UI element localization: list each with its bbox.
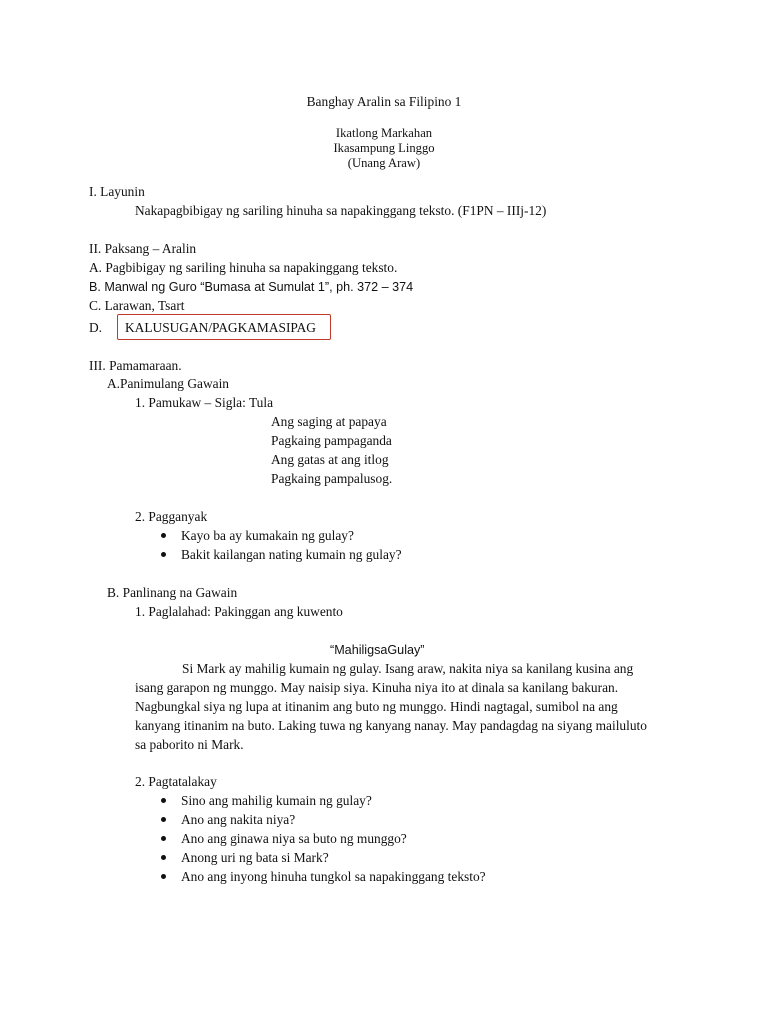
day-label: (Unang Araw) — [347, 156, 421, 170]
pamamaraan-heading: III. Pamamaraan. — [89, 358, 182, 373]
paksang-item-a: A. Pagbibigay ng sariling hinuha sa napakinggang teksto. — [89, 260, 398, 275]
paksang-item-d-label: D. — [89, 320, 103, 335]
layunin-text: Nakapagbibigay ng sariling hinuha sa napakinggang teksto. (F1PN – IIIj-12) — [135, 203, 547, 218]
list-item: Kayo ba ay kumakain ng gulay? — [181, 528, 354, 543]
poem-line: Ang gatas at ang itlog — [271, 452, 389, 467]
pagganyak-item: 2. Pagganyak — [135, 509, 208, 524]
bullet-icon — [161, 798, 166, 803]
paglalahad-item: 1. Paglalahad: Pakinggan ang kuwento — [135, 604, 343, 619]
panimulang-gawain-heading: A.Panimulang Gawain — [107, 376, 229, 391]
panlinang-gawain-heading: B. Panlinang na Gawain — [107, 585, 238, 600]
quarter-label: Ikatlong Markahan — [335, 126, 433, 140]
story-line: Nagbungkal siya ng lupa at itinanim ang buto ng munggo. Hindi nagtagal, sumibol na ang — [135, 699, 618, 714]
story-line: sa paborito ni Mark. — [135, 737, 244, 752]
poem-line: Pagkaing pampaganda — [271, 433, 392, 448]
poem-line: Ang saging at papaya — [271, 414, 387, 429]
bullet-icon — [161, 817, 166, 822]
document-title: Banghay Aralin sa Filipino 1 — [306, 94, 462, 109]
list-item: Ano ang ginawa niya sa buto ng munggo? — [181, 831, 407, 846]
list-item: Ano ang inyong hinuha tungkol sa napakinggang teksto? — [181, 869, 486, 884]
list-item: Ano ang nakita niya? — [181, 812, 296, 827]
bullet-icon — [161, 533, 166, 538]
list-item: Anong uri ng bata si Mark? — [181, 850, 329, 865]
story-title: “MahiligsaGulay” — [330, 643, 425, 657]
paksang-item-c: C. Larawan, Tsart — [89, 298, 185, 313]
story-line: kanyang itinanim na buto. Laking tuwa ng kanyang nanay. May pandagdag na siyang mailuluto — [135, 718, 647, 733]
pagtatalakay-item: 2. Pagtatalakay — [135, 774, 217, 789]
story-line: isang garapon ng munggo. May naisip siya. Kinuha niya ito at dinala sa kanilang bakuran. — [135, 680, 619, 695]
layunin-heading: I. Layunin — [89, 184, 145, 199]
pamukaw-sigla-item: 1. Pamukaw – Sigla: Tula — [135, 395, 274, 410]
bullet-icon — [161, 836, 166, 841]
story-line: Si Mark ay mahilig kumain ng gulay. Isang araw, nakita niya sa kanilang kusina ang — [182, 661, 634, 676]
week-label: Ikasampung Linggo — [333, 141, 435, 155]
paksang-heading: II. Paksang – Aralin — [89, 241, 197, 256]
list-item: Bakit kailangan nating kumain ng gulay? — [181, 547, 402, 562]
poem-line: Pagkaing pampalusog. — [271, 471, 393, 486]
bullet-icon — [161, 552, 166, 557]
paksang-item-b: B. Manwal ng Guro “Bumasa at Sumulat 1”, ph. 372 – 374 — [89, 280, 414, 294]
bullet-icon — [161, 874, 166, 879]
bullet-icon — [161, 855, 166, 860]
paksang-item-d-value: KALUSUGAN/PAGKAMASIPAG — [125, 320, 316, 335]
list-item: Sino ang mahilig kumain ng gulay? — [181, 793, 372, 808]
